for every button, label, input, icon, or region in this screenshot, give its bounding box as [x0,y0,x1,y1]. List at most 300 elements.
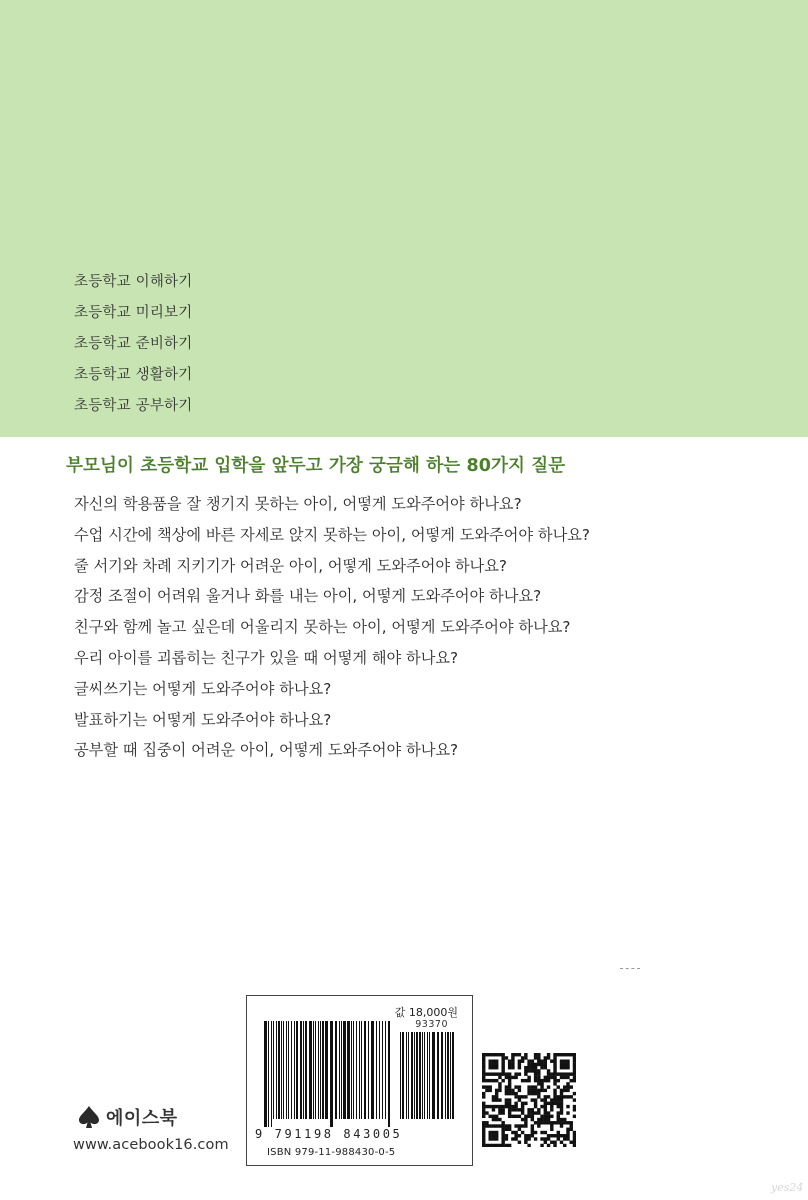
barcode-bar [303,1021,304,1119]
barcode-bar [296,1021,298,1119]
qr-module [573,1059,576,1062]
qr-module [501,1069,504,1072]
question-item: 발표하기는 어떻게 도와주어야 하나요? [74,710,332,729]
qr-module [495,1092,498,1095]
qr-module [547,1095,550,1098]
qr-module [521,1056,524,1059]
qr-module [498,1111,501,1114]
qr-module [540,1082,543,1085]
qr-module [531,1059,534,1062]
price-label: 값 18,000원 [394,1006,458,1019]
qr-module [488,1053,491,1056]
qr-module [550,1115,553,1118]
qr-module [524,1124,527,1127]
qr-module [527,1089,530,1092]
qr-module [560,1066,563,1069]
trim-mark [620,968,640,972]
watermark: yes24 [771,1181,804,1194]
qr-module [557,1095,560,1098]
barcode-bar [388,1021,390,1127]
barcode-bar [271,1021,272,1127]
qr-module [511,1092,514,1095]
qr-module [495,1066,498,1069]
barcode-bar [347,1021,350,1119]
qr-module [544,1066,547,1069]
qr-module [534,1076,537,1079]
qr-module [514,1076,517,1079]
qr-module [495,1059,498,1062]
chapter-item: 초등학교 생활하기 [74,367,193,383]
qr-module [518,1128,521,1131]
qr-module [508,1079,511,1082]
qr-module [511,1059,514,1062]
qr-module [501,1072,504,1075]
qr-module [527,1115,530,1118]
qr-module [482,1124,485,1127]
qr-module [557,1134,560,1137]
barcode-bar [416,1032,418,1119]
qr-module [566,1063,569,1066]
qr-module [505,1076,508,1079]
qr-module [553,1066,556,1069]
qr-module [498,1144,501,1147]
qr-module [531,1131,534,1134]
qr-module [560,1105,563,1108]
qr-module [518,1059,521,1062]
qr-module [495,1105,498,1108]
qr-module [553,1063,556,1066]
barcode-bar [318,1021,319,1119]
qr-module [560,1111,563,1114]
qr-module [550,1108,553,1111]
qr-module [527,1063,530,1066]
qr-module [553,1092,556,1095]
qr-module [498,1098,501,1101]
qr-module [531,1066,534,1069]
qr-module [570,1124,573,1127]
qr-module [482,1134,485,1137]
qr-module [557,1098,560,1101]
qr-module [501,1053,504,1056]
qr-module [514,1085,517,1088]
qr-module [540,1105,543,1108]
qr-module [540,1118,543,1121]
qr-module [573,1053,576,1056]
qr-module [531,1134,534,1137]
qr-module [482,1095,485,1098]
barcode-bar [281,1021,282,1119]
qr-module [485,1085,488,1088]
qr-module [501,1056,504,1059]
qr-module [573,1131,576,1134]
qr-module [570,1072,573,1075]
barcode-bar [432,1032,435,1119]
qr-module [508,1111,511,1114]
qr-module [501,1066,504,1069]
headline: 부모님이 초등학교 입학을 앞두고 가장 궁금해 하는 80가지 질문 [66,456,566,476]
qr-module [563,1085,566,1088]
qr-module [501,1144,504,1147]
qr-module [531,1069,534,1072]
qr-module [508,1144,511,1147]
qr-module [544,1108,547,1111]
qr-module [573,1144,576,1147]
barcode-bar [414,1032,415,1119]
qr-module [505,1092,508,1095]
qr-module [570,1085,573,1088]
qr-module [521,1118,524,1121]
qr-module [540,1121,543,1124]
qr-module [537,1056,540,1059]
qr-module [557,1111,560,1114]
question-item: 친구와 함께 놀고 싶은데 어울리지 못하는 아이, 어떻게 도와주어야 하나요? [74,618,571,637]
qr-module [547,1085,550,1088]
qr-module [540,1066,543,1069]
qr-module [501,1108,504,1111]
qr-module [518,1085,521,1088]
qr-module [553,1144,556,1147]
qr-module [547,1118,550,1121]
qr-module [524,1115,527,1118]
qr-module [482,1076,485,1079]
qr-module [557,1121,560,1124]
barcode-bar [343,1021,346,1119]
isbn-barcode [263,1021,393,1127]
barcode-bar [382,1021,383,1119]
qr-module [524,1053,527,1056]
barcode-bar [359,1021,360,1119]
qr-module [498,1053,501,1056]
qr-module [550,1124,553,1127]
qr-module [573,1092,576,1095]
qr-module [518,1134,521,1137]
qr-module [485,1121,488,1124]
qr-module [540,1089,543,1092]
qr-module [501,1105,504,1108]
qr-module [498,1089,501,1092]
qr-module [501,1131,504,1134]
qr-module [566,1128,569,1131]
qr-module [553,1053,556,1056]
qr-module [505,1128,508,1131]
qr-module [550,1098,553,1101]
qr-module [553,1141,556,1144]
qr-module [540,1085,543,1088]
qr-module [540,1144,543,1147]
qr-module [531,1098,534,1101]
qr-module [557,1118,560,1121]
qr-module [498,1108,501,1111]
spade-icon [78,1105,100,1129]
qr-module [511,1108,514,1111]
barcode-bar [385,1021,386,1119]
qr-module [518,1124,521,1127]
qr-module [540,1098,543,1101]
qr-module [511,1056,514,1059]
qr-module [524,1072,527,1075]
barcode-bar [445,1032,446,1119]
chapter-item: 초등학교 공부하기 [74,398,193,414]
qr-module [560,1124,563,1127]
qr-module [566,1131,569,1134]
qr-module [534,1137,537,1140]
qr-module [537,1059,540,1062]
qr-module [544,1098,547,1101]
qr-module [531,1128,534,1131]
qr-module [488,1063,491,1066]
question-item: 우리 아이를 괴롭히는 친구가 있을 때 어떻게 해야 하나요? [74,648,459,667]
qr-module [560,1072,563,1075]
qr-module [492,1144,495,1147]
qr-module [505,1102,508,1105]
qr-module [518,1108,521,1111]
qr-module [573,1115,576,1118]
qr-module [557,1085,560,1088]
barcode-bar [264,1021,267,1127]
qr-module [505,1137,508,1140]
qr-module [527,1137,530,1140]
qr-module [547,1102,550,1105]
qr-module [531,1089,534,1092]
qr-module [521,1079,524,1082]
qr-module [482,1056,485,1059]
qr-module [570,1053,573,1056]
qr-module [560,1059,563,1062]
qr-module [566,1089,569,1092]
qr-module [508,1102,511,1105]
qr-module [508,1089,511,1092]
qr-module [560,1102,563,1105]
barcode-bar [330,1021,333,1127]
qr-module [524,1121,527,1124]
qr-module [573,1134,576,1137]
qr-module [518,1095,521,1098]
qr-module [508,1066,511,1069]
qr-module [508,1092,511,1095]
barcode-bar [364,1021,366,1119]
qr-module [547,1069,550,1072]
qr-module [521,1131,524,1134]
barcode-bar [419,1032,421,1119]
qr-module [518,1066,521,1069]
qr-module [488,1131,491,1134]
barcode-bar [447,1032,449,1119]
qr-module [566,1053,569,1056]
qr-module [544,1059,547,1062]
qr-module [547,1079,550,1082]
qr-module [570,1141,573,1144]
barcode-bar [309,1021,312,1119]
qr-module [553,1069,556,1072]
qr-module [501,1079,504,1082]
qr-module [550,1102,553,1105]
qr-module [563,1076,566,1079]
qr-module [544,1079,547,1082]
qr-module [514,1134,517,1137]
qr-module [508,1105,511,1108]
qr-module [563,1053,566,1056]
qr-module [495,1115,498,1118]
qr-module [570,1121,573,1124]
question-item: 줄 서기와 차례 지키기가 어려운 아이, 어떻게 도와주어야 하나요? [74,556,507,575]
barcode-box [246,995,473,1166]
barcode-bar [437,1032,439,1119]
qr-module [508,1128,511,1131]
qr-module [573,1069,576,1072]
qr-module [537,1118,540,1121]
qr-module [508,1082,511,1085]
publisher-url[interactable]: www.acebook16.com [73,1137,229,1153]
qr-module [547,1076,550,1079]
qr-module [485,1124,488,1127]
barcode-bar [406,1032,407,1119]
question-item: 수업 시간에 책상에 바른 자세로 앉지 못하는 아이, 어떻게 도와주어야 하나요? [74,525,590,544]
qr-module [553,1095,556,1098]
qr-module [531,1124,534,1127]
qr-module [553,1076,556,1079]
qr-module [492,1124,495,1127]
barcode-bar [339,1021,340,1119]
qr-module [560,1141,563,1144]
qr-module [544,1137,547,1140]
qr-module [563,1063,566,1066]
qr-module [511,1053,514,1056]
qr-module [544,1115,547,1118]
qr-module [544,1111,547,1114]
barcode-bar [273,1021,274,1119]
qr-module [498,1105,501,1108]
qr-module [537,1089,540,1092]
qr-module [521,1124,524,1127]
qr-module [495,1063,498,1066]
qr-module [482,1066,485,1069]
qr-module [573,1072,576,1075]
barcode-bar [351,1021,352,1119]
qr-module [482,1085,485,1088]
qr-module [537,1072,540,1075]
qr-module [547,1144,550,1147]
barcode-bar [300,1021,302,1119]
qr-module [534,1121,537,1124]
qr-module [488,1137,491,1140]
qr-module [508,1085,511,1088]
qr-module [514,1115,517,1118]
qr-module [527,1108,530,1111]
question-item: 공부할 때 집중이 어려운 아이, 어떻게 도와주어야 하나요? [74,741,459,760]
qr-module [514,1053,517,1056]
qr-module [492,1063,495,1066]
qr-module [557,1137,560,1140]
qr-module [547,1053,550,1056]
barcode-bar [276,1021,277,1119]
qr-module [492,1115,495,1118]
qr-module [566,1095,569,1098]
qr-module [508,1076,511,1079]
barcode-bar [353,1021,354,1119]
qr-module [521,1102,524,1105]
qr-module [485,1053,488,1056]
qr-module [537,1111,540,1114]
barcode-bar [422,1032,423,1119]
qr-module [560,1121,563,1124]
qr-module [505,1098,508,1101]
qr-module [488,1115,491,1118]
qr-module [518,1063,521,1066]
qr-module [537,1063,540,1066]
question-list [74,489,590,766]
qr-module [508,1098,511,1101]
qr-module [560,1076,563,1079]
barcode-bar [408,1032,409,1119]
qr-module [511,1105,514,1108]
qr-module [537,1082,540,1085]
qr-module [534,1092,537,1095]
barcode-bar [320,1021,321,1119]
qr-module [560,1063,563,1066]
qr-module [501,1134,504,1137]
qr-module [514,1131,517,1134]
qr-module [511,1066,514,1069]
qr-module [482,1121,485,1124]
qr-module [570,1079,573,1082]
qr-module [498,1076,501,1079]
qr-module [492,1095,495,1098]
barcode-digits: 9 791198 843005 [255,1127,403,1141]
qr-module [492,1134,495,1137]
barcode-bar [424,1032,425,1119]
qr-module [537,1079,540,1082]
qr-module [566,1059,569,1062]
qr-module [495,1137,498,1140]
qr-module [550,1059,553,1062]
question-item: 글씨쓰기는 어떻게 도와주어야 하나요? [74,679,332,698]
barcode-bar [376,1021,377,1119]
barcode-bar [427,1032,428,1119]
qr-module [547,1137,550,1140]
qr-module [553,1082,556,1085]
qr-module [544,1102,547,1105]
qr-module [534,1111,537,1114]
barcode-bar [268,1021,269,1127]
addon-barcode [399,1032,457,1127]
qr-module [482,1128,485,1131]
qr-module [524,1069,527,1072]
qr-module [537,1092,540,1095]
qr-module [501,1059,504,1062]
qr-module [573,1066,576,1069]
qr-module [560,1118,563,1121]
qr-module [563,1134,566,1137]
qr-module [482,1105,485,1108]
qr-module [492,1137,495,1140]
qr-module [553,1098,556,1101]
qr-module [566,1066,569,1069]
barcode-bar [356,1021,357,1119]
qr-module [498,1072,501,1075]
qr-module [521,1105,524,1108]
chapter-list [74,267,192,422]
qr-module [534,1063,537,1066]
qr-module [492,1059,495,1062]
cover-top-panel [0,0,808,437]
barcode-bar [294,1021,295,1119]
qr-module [498,1124,501,1127]
qr-module [501,1128,504,1131]
qr-module [573,1141,576,1144]
qr-module [537,1095,540,1098]
qr-module [553,1102,556,1105]
qr-module [531,1085,534,1088]
